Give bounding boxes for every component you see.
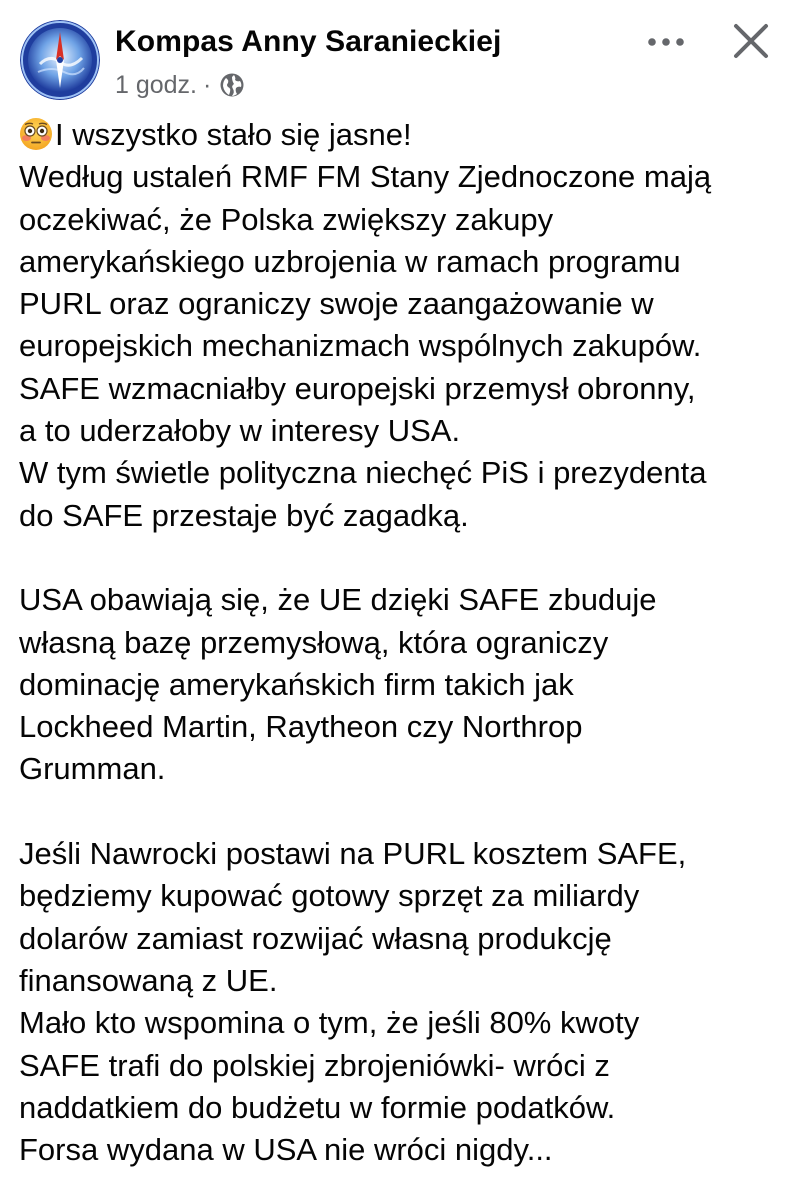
close-button[interactable] — [728, 18, 774, 64]
post-line: a to uderzałoby w interesy USA. — [19, 413, 461, 449]
post-line: PURL oraz ograniczy swoje zaangażowanie w — [19, 286, 654, 322]
post-meta — [115, 68, 245, 102]
flushed-face-emoji — [19, 117, 53, 151]
post-line: finansowaną z UE. — [19, 962, 278, 998]
post-line: Lockheed Martin, Raytheon czy Northrop — [19, 709, 583, 745]
paragraph-break — [19, 537, 779, 579]
post-line: Forsa wydana w USA nie wróci nigdy... — [19, 1132, 553, 1168]
post-line: USA obawiają się, że UE dzięki SAFE zbuduje — [19, 582, 657, 618]
close-icon — [728, 18, 774, 64]
post-line: własną bazę przemysłową, która ograniczy — [19, 624, 609, 660]
post-timestamp[interactable]: 1 godz. — [115, 70, 198, 99]
post-line: SAFE wzmacniałby europejski przemysł obronny, — [19, 370, 696, 406]
post-text — [19, 114, 779, 1171]
post-line: do SAFE przestaje być zagadką. — [19, 497, 469, 533]
paragraph-break — [19, 791, 779, 833]
post-line: europejskich mechanizmach wspólnych zakupów. — [19, 328, 702, 364]
post-line: dolarów zamiast rozwijać własną produkcję — [19, 920, 612, 956]
page-name-link[interactable]: Kompas Anny Saranieckiej — [115, 25, 502, 58]
more-options-button[interactable] — [640, 20, 692, 64]
meta-separator: · — [203, 70, 212, 99]
post-line: oczekiwać, że Polska zwiększy zakupy — [19, 201, 554, 237]
post-line: Jeśli Nawrocki postawi na PURL kosztem SAFE, — [19, 836, 687, 872]
post-line: Grumman. — [19, 751, 166, 787]
post-line: będziemy kupować gotowy sprzęt za miliardy — [19, 878, 640, 914]
post-header — [0, 0, 785, 110]
post-line-text: I wszystko stało się jasne! — [55, 117, 412, 152]
post-line: naddatkiem do budżetu w formie podatków. — [19, 1089, 616, 1125]
avatar[interactable] — [20, 20, 100, 100]
more-dots-icon — [640, 20, 692, 64]
post-line: amerykańskiego uzbrojenia w ramach programu — [19, 243, 681, 279]
compass-logo-icon — [20, 20, 100, 100]
post-line — [19, 114, 779, 156]
post-line: dominację amerykańskich firm takich jak — [19, 666, 574, 702]
globe-icon[interactable] — [219, 72, 245, 98]
post-line: Mało kto wspomina o tym, że jeśli 80% kwoty — [19, 1005, 640, 1041]
post-line: Według ustaleń RMF FM Stany Zjednoczone mają — [19, 159, 712, 195]
post-line: W tym świetle polityczna niechęć PiS i prezydenta — [19, 455, 707, 491]
post-line: SAFE trafi do polskiej zbrojeniówki- wróci z — [19, 1047, 610, 1083]
